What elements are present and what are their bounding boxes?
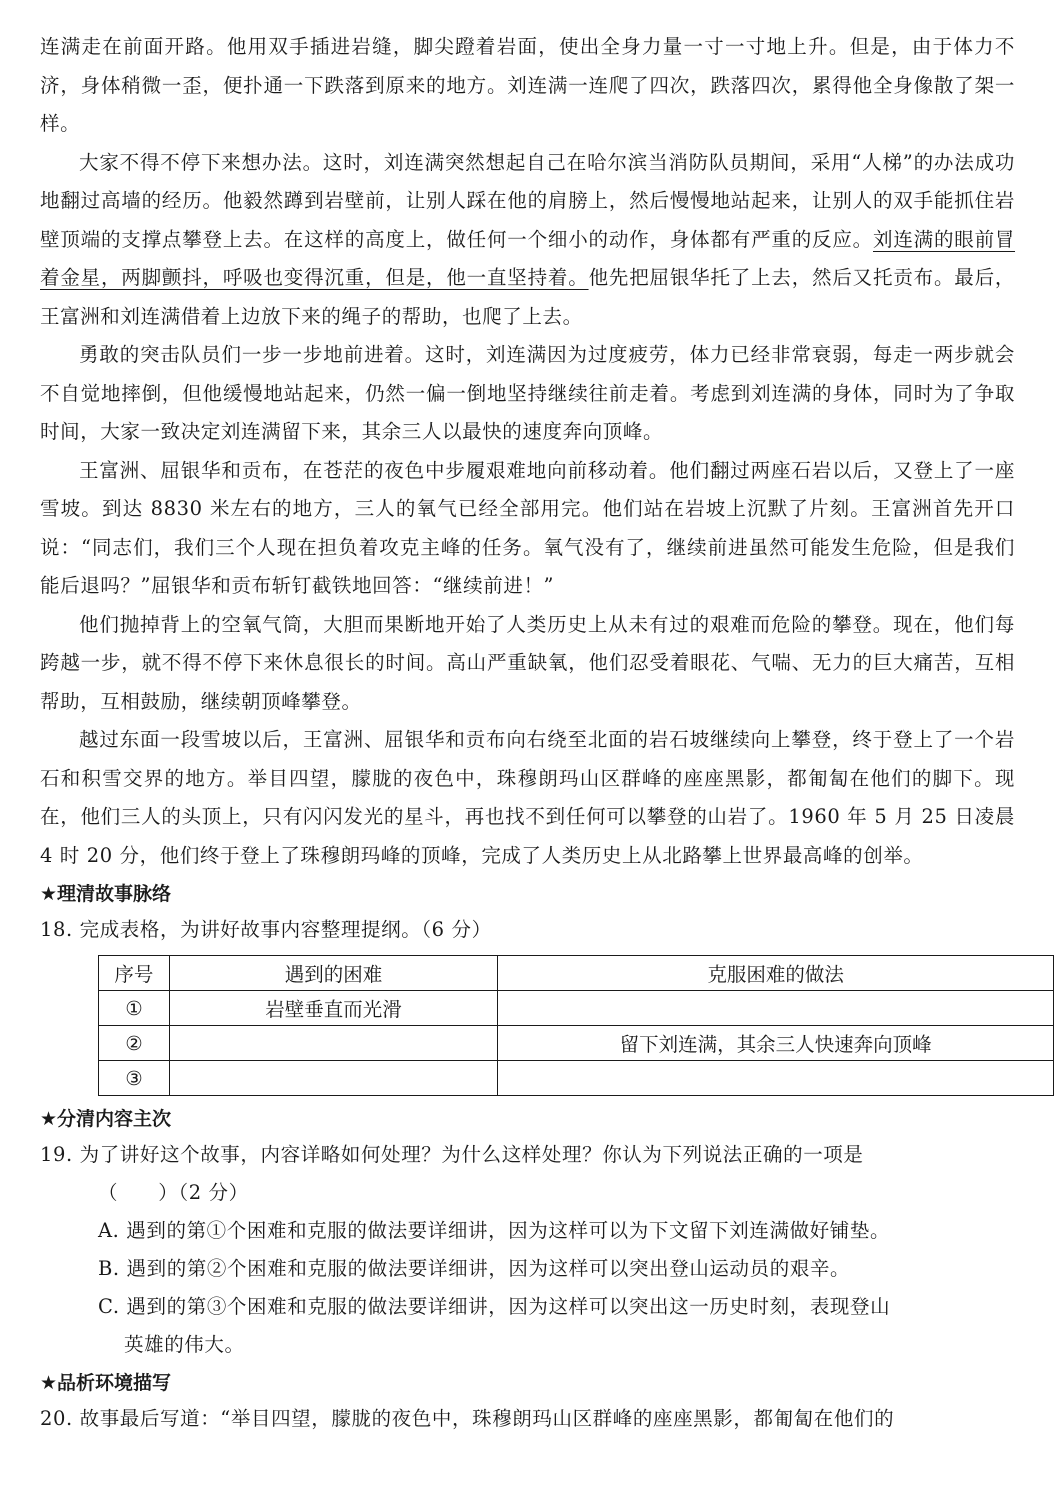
- section-heading-content-priority: ★分清内容主次: [40, 1108, 172, 1130]
- outline-table: [98, 955, 1054, 1096]
- story-paragraph-2: [40, 144, 1015, 337]
- header-index: 序号: [99, 956, 170, 991]
- underlined-sentence: 刘连满的眼前冒着金星，两脚颤抖，呼吸也变得沉重，但是，他一直坚持着。: [40, 227, 1016, 289]
- story-paragraph-1: 连满走在前面开路。他用双手插进岩缝，脚尖蹬着岩面，使出全身力量一寸一寸地上升。但是，由于体力不济，身体稍微一歪，便扑通一下跌落到原来的地方。刘连满一连爬了四次，跌落四次，累得他全身像散了架一样。: [40, 35, 1015, 135]
- answer-blank-cell[interactable]: [169, 1061, 497, 1096]
- story-paragraph-2-end: 他先把屈银华托了上去，然后又托贡布。最后，王富洲和刘连满借着上边放下来的绳子的帮助，也爬了上去。: [40, 266, 1015, 328]
- table-row: [99, 991, 1054, 1026]
- answer-blank-cell[interactable]: [498, 991, 1054, 1026]
- solution-cell: 留下刘连满，其余三人快速奔向顶峰: [498, 1026, 1054, 1061]
- table-row: [99, 1026, 1054, 1061]
- question-19-answer-blank[interactable]: （ ）（2 分）: [98, 1181, 249, 1204]
- row-index: ③: [99, 1061, 170, 1096]
- answer-blank-cell[interactable]: [498, 1061, 1054, 1096]
- story-paragraph-3: 勇敢的突击队员们一步一步地前进着。这时，刘连满因为过度疲劳，体力已经非常衰弱，每走一两步就会不自觉地摔倒，但他缓慢地站起来，仍然一偏一倒地坚持继续往前走着。考虑到刘连满的身体，同时为了争取时间，大家一致决定刘连满留下来，其余三人以最快的速度奔向顶峰。: [40, 343, 1015, 443]
- story-paragraph-4: 王富洲、屈银华和贡布，在苍茫的夜色中步履艰难地向前移动着。他们翻过两座石岩以后，又登上了一座雪坡。到达 8830 米左右的地方，三人的氧气已经全部用完。他们站在岩坡上沉默了片刻。王富洲首先开口说：“同志们，我们三个人现在担负着攻克主峰的任务。氧气没有了，继续前进虽然可能发生危险，但是我们能后退吗？”屈银华和贡布斩钉截铁地回答：“继续前进！”: [40, 458, 1015, 597]
- header-solution: 克服困难的做法: [498, 956, 1054, 991]
- table-header-row: [99, 956, 1054, 991]
- row-index: ①: [99, 991, 170, 1026]
- section-heading-story-outline: ★理清故事脉络: [40, 883, 172, 905]
- header-difficulty: 遇到的困难: [169, 956, 497, 991]
- option-a[interactable]: A. 遇到的第①个困难和克服的做法要详细讲，因为这样可以为下文留下刘连满做好铺垫。: [98, 1219, 891, 1242]
- story-paragraph-5: 他们抛掉背上的空氧气筒，大胆而果断地开始了人类历史上从未有过的艰难而危险的攀登。现在，他们每跨越一步，就不得不停下来休息很长的时间。高山严重缺氧，他们忍受着眼花、气喘、无力的巨大痛苦，互相帮助，互相鼓励，继续朝顶峰攀登。: [40, 612, 1015, 713]
- option-c-continued: 英雄的伟大。: [124, 1333, 245, 1356]
- section-heading-environment: ★品析环境描写: [40, 1372, 172, 1394]
- question-19: 19. 为了讲好这个故事，内容详略如何处理？为什么这样处理？你认为下列说法正确的一项是: [40, 1143, 864, 1166]
- table-row: [99, 1061, 1054, 1096]
- row-index: ②: [99, 1026, 170, 1061]
- option-b[interactable]: B. 遇到的第②个困难和克服的做法要详细讲，因为这样可以突出登山运动员的艰辛。: [98, 1257, 851, 1280]
- story-paragraph-6: 越过东面一段雪坡以后，王富洲、屈银华和贡布向右绕至北面的岩石坡继续向上攀登，终于登上了一个岩石和积雪交界的地方。举目四望，朦胧的夜色中，珠穆朗玛山区群峰的座座黑影，都匍匐在他们的脚下。现在，他们三人的头顶上，只有闪闪发光的星斗，再也找不到任何可以攀登的山岩了。1960 年 5 月 25 日凌晨 4 时 20 分，他们终于登上了珠穆朗玛峰的顶峰，完成了人类历史上从北路攀上世界最高峰的创举。: [40, 728, 1015, 867]
- option-c[interactable]: C. 遇到的第③个困难和克服的做法要详细讲，因为这样可以突出这一历史时刻，表现登山: [98, 1295, 891, 1318]
- difficulty-cell: 岩壁垂直而光滑: [169, 991, 497, 1026]
- story-paragraph-2-start: 大家不得不停下来想办法。这时，刘连满突然想起自己在哈尔滨当消防队员期间，采用“人梯”的办法成功地翻过高墙的经历。他毅然蹲到岩壁前，让别人踩在他的肩膀上，然后慢慢地站起来，让别人的双手能抓住岩壁顶端的支撑点攀登上去。在这样的高度上，做任何一个细小的动作，身体都有严重的反应。: [40, 150, 1015, 251]
- question-18: 18. 完成表格，为讲好故事内容整理提纲。（6 分）: [40, 918, 492, 941]
- question-20: 20. 故事最后写道：“举目四望，朦胧的夜色中，珠穆朗玛山区群峰的座座黑影，都匍匐在他们的: [40, 1407, 895, 1430]
- answer-blank-cell[interactable]: [169, 1026, 497, 1061]
